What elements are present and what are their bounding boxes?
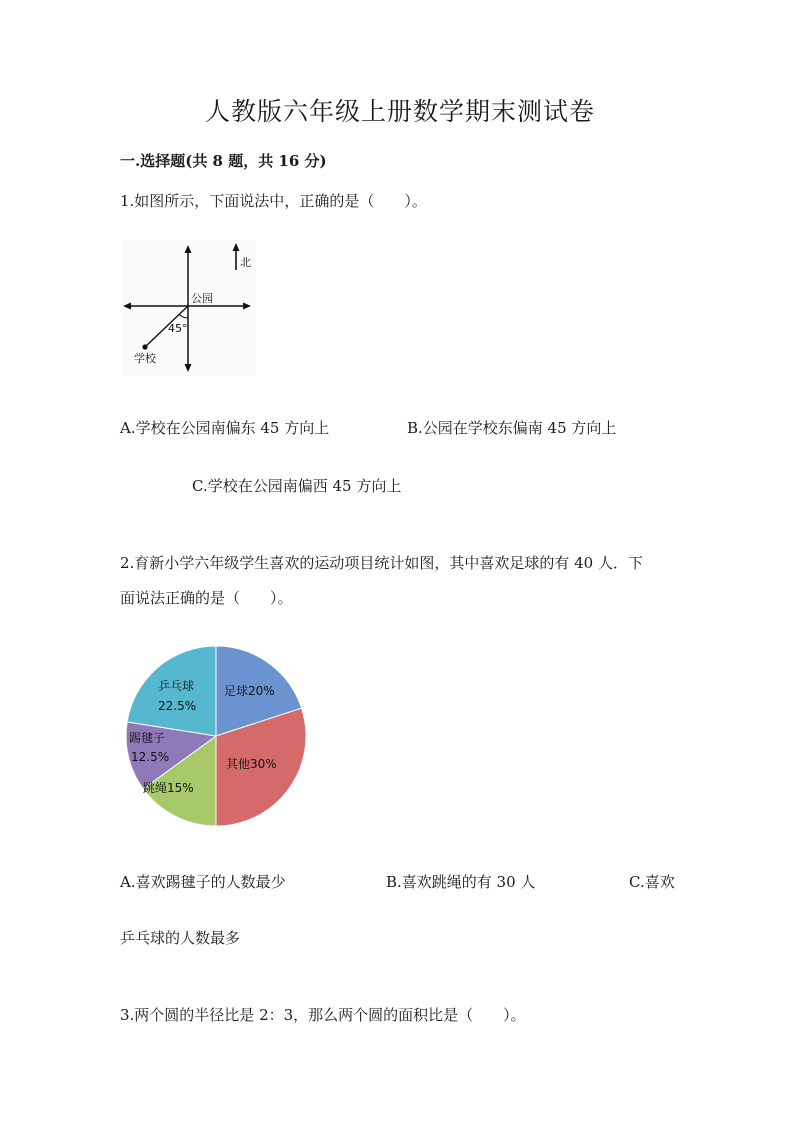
question-2-option-c-continued: 乒乓球的人数最多 (120, 929, 241, 947)
question-2-text-line2: 面说法正确的是（ ）。 (120, 589, 293, 607)
question-2-option-c[interactable]: C.喜欢 (629, 873, 675, 891)
slice-label-pingpong-value: 22.5% (158, 699, 197, 713)
question-1-option-a[interactable]: A.学校在公园南偏东 45 方向上 (120, 419, 330, 437)
section-heading: 一.选择题(共 8 题，共 16 分) (120, 152, 327, 170)
question-1-option-b[interactable]: B.公园在学校东偏南 45 方向上 (407, 419, 617, 437)
slice-label-football: 足球20% (224, 684, 275, 698)
question-2-option-b[interactable]: B.喜欢跳绳的有 30 人 (386, 873, 536, 891)
angle-label: 45° (168, 322, 188, 335)
north-label: 北 (240, 256, 251, 269)
slice-label-rope: 跳绳15% (143, 781, 194, 795)
question-1-option-c[interactable]: C.学校在公园南偏西 45 方向上 (192, 477, 402, 495)
question-2-option-a[interactable]: A.喜欢踢毽子的人数最少 (120, 873, 286, 891)
slice-label-pingpong-name: 乒乓球 (158, 679, 195, 693)
slice-label-shuttlecock-value: 12.5% (131, 750, 170, 764)
question-1-text: 1.如图所示，下面说法中，正确的是（ ）。 (120, 192, 427, 210)
page-title: 人教版六年级上册数学期末测试卷 (204, 97, 595, 126)
sports-pie-chart (122, 642, 312, 832)
direction-diagram (122, 240, 256, 376)
park-label: 公园 (191, 292, 213, 305)
question-2-text-line1: 2.育新小学六年级学生喜欢的运动项目统计如图，其中喜欢足球的有 40 人．下 (120, 554, 643, 572)
school-point (142, 344, 147, 349)
school-label: 学校 (134, 352, 156, 365)
slice-label-shuttlecock-name: 踢毽子 (129, 731, 166, 745)
question-3-text: 3.两个圆的半径比是 2：3，那么两个圆的面积比是（ ）。 (120, 1006, 526, 1024)
slice-label-other: 其他30% (226, 757, 277, 771)
